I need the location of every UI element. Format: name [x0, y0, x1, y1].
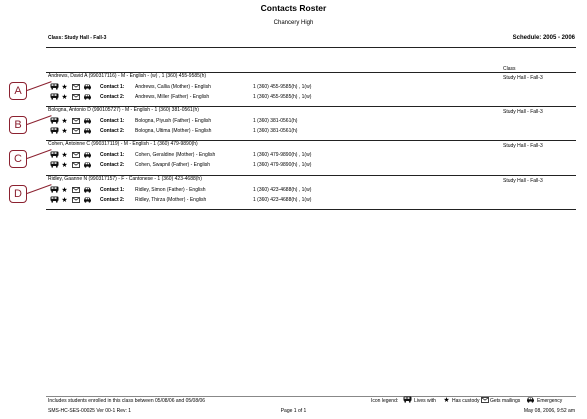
bus-icon — [50, 151, 59, 158]
contact-label: Contact 1: — [100, 118, 125, 124]
contact-label: Contact 2: — [100, 197, 125, 203]
bus-icon — [50, 161, 59, 168]
legend-custody: Has custody — [452, 398, 480, 404]
car-icon — [83, 117, 92, 124]
star-icon: ★ — [61, 186, 68, 194]
mail-icon — [71, 161, 80, 168]
bus-icon — [50, 117, 59, 124]
callout-pointer — [27, 81, 52, 91]
contact-label: Contact 2: — [100, 128, 125, 134]
mail-icon — [71, 93, 80, 100]
callout-a: A — [9, 82, 27, 100]
contact-label: Contact 1: — [100, 187, 125, 193]
contact-name: Cohen, Swapnil (Father) - English — [135, 162, 211, 168]
car-icon — [83, 161, 92, 168]
page-number: Page 1 of 1 — [280, 408, 307, 414]
mail-icon — [71, 83, 80, 90]
class-line: Class: Study Hall - Fall-3 — [48, 35, 107, 41]
star-icon: ★ — [61, 93, 68, 101]
student-header: Bologna, Antonio D (990105727) - M - English - 1 (360) 381-0561(h) — [48, 107, 199, 113]
star-icon: ★ — [443, 396, 450, 404]
student-class: Study Hall - Fall-3 — [503, 143, 543, 149]
callout-pointer — [27, 149, 52, 159]
contact-phone: 1 (360) 423-4688(h) , 1(w) — [253, 197, 312, 203]
mail-icon — [71, 186, 80, 193]
car-icon — [83, 127, 92, 134]
column-header-class: Class — [503, 66, 516, 72]
contact-phone: 1 (360) 479-9890(h) , 1(w) — [253, 152, 312, 158]
bus-icon — [50, 196, 59, 203]
school-name: Chancery High — [273, 20, 314, 26]
car-icon — [83, 93, 92, 100]
callout-b: B — [9, 116, 27, 134]
bus-icon — [50, 83, 59, 90]
car-icon — [83, 151, 92, 158]
legend-lives-with: Lives with — [414, 398, 436, 404]
contact-name: Andrews, Callia (Mother) - English — [135, 84, 211, 90]
footer-rule — [46, 396, 576, 397]
star-icon: ★ — [61, 196, 68, 204]
star-icon: ★ — [61, 117, 68, 125]
car-icon — [83, 186, 92, 193]
bus-icon — [50, 127, 59, 134]
student-separator-end — [46, 209, 576, 210]
report-id: SMS-HC-SES-00025 Ver 00-1 Rev: 1 — [48, 408, 132, 414]
callout-d: D — [9, 185, 27, 203]
contact-phone: 1 (360) 381-0561(h) — [253, 118, 298, 124]
mail-icon — [71, 151, 80, 158]
bus-icon — [403, 396, 412, 403]
mail-icon — [71, 127, 80, 134]
contact-name: Bologna, Ultima (Mother) - English — [135, 128, 212, 134]
contact-label: Contact 2: — [100, 94, 125, 100]
student-class: Study Hall - Fall-3 — [503, 178, 543, 184]
contact-label: Contact 2: — [100, 162, 125, 168]
bus-icon — [50, 186, 59, 193]
contact-phone: 1 (360) 423-4688(h) , 1(w) — [253, 187, 312, 193]
student-header: Cohen, Antoinne C (990317119) - M - English - 1 (360) 479-9890(h) — [48, 141, 198, 147]
print-date: May 08, 2006, 9:52 am — [523, 408, 575, 414]
contact-phone: 1 (360) 455-9585(h) , 1(w) — [253, 84, 312, 90]
contact-name: Bologna, Piyush (Father) - English — [135, 118, 212, 124]
mail-icon — [480, 396, 489, 403]
contact-name: Ridley, Simon (Father) - English — [135, 187, 206, 193]
callout-pointer — [27, 184, 52, 194]
mail-icon — [71, 117, 80, 124]
contact-name: Andrews, Miller (Father) - English — [135, 94, 210, 100]
car-icon — [83, 83, 92, 90]
contact-phone: 1 (360) 479-9890(h) , 1(w) — [253, 162, 312, 168]
contact-name: Cohen, Geraldine (Mother) - English — [135, 152, 216, 158]
star-icon: ★ — [61, 151, 68, 159]
contact-label: Contact 1: — [100, 152, 125, 158]
contact-phone: 1 (360) 381-0561(h) — [253, 128, 298, 134]
car-icon — [83, 196, 92, 203]
contact-name: Ridley, Thirza (Mother) - English — [135, 197, 207, 203]
enrollment-note: Includes students enrolled in this class between 05/08/06 and 05/08/06 — [48, 398, 206, 404]
star-icon: ★ — [61, 127, 68, 135]
car-icon — [526, 396, 535, 403]
student-header: Ridley, Gaanne N (990317157) - F - Cantonese - 1 (360) 423-4688(h) — [48, 176, 202, 182]
report-title: Contacts Roster — [260, 3, 327, 13]
bus-icon — [50, 93, 59, 100]
contact-label: Contact 1: — [100, 84, 125, 90]
mail-icon — [71, 196, 80, 203]
student-class: Study Hall - Fall-3 — [503, 75, 543, 81]
star-icon: ★ — [61, 161, 68, 169]
schedule-line: Schedule: 2005 - 2006 — [512, 35, 575, 41]
student-class: Study Hall - Fall-3 — [503, 109, 543, 115]
callout-pointer — [27, 115, 52, 125]
header-rule — [46, 47, 576, 48]
contact-phone: 1 (360) 455-9585(h) , 1(w) — [253, 94, 312, 100]
star-icon: ★ — [61, 83, 68, 91]
legend-emergency: Emergency — [537, 398, 563, 404]
legend-label: Icon legend: — [371, 398, 399, 404]
callout-c: C — [9, 150, 27, 168]
student-header: Andrews, David A (990317116) - M - English - (w) , 1 (360) 455-9585(h) — [48, 73, 207, 79]
legend-mailings: Gets mailings — [490, 398, 521, 404]
